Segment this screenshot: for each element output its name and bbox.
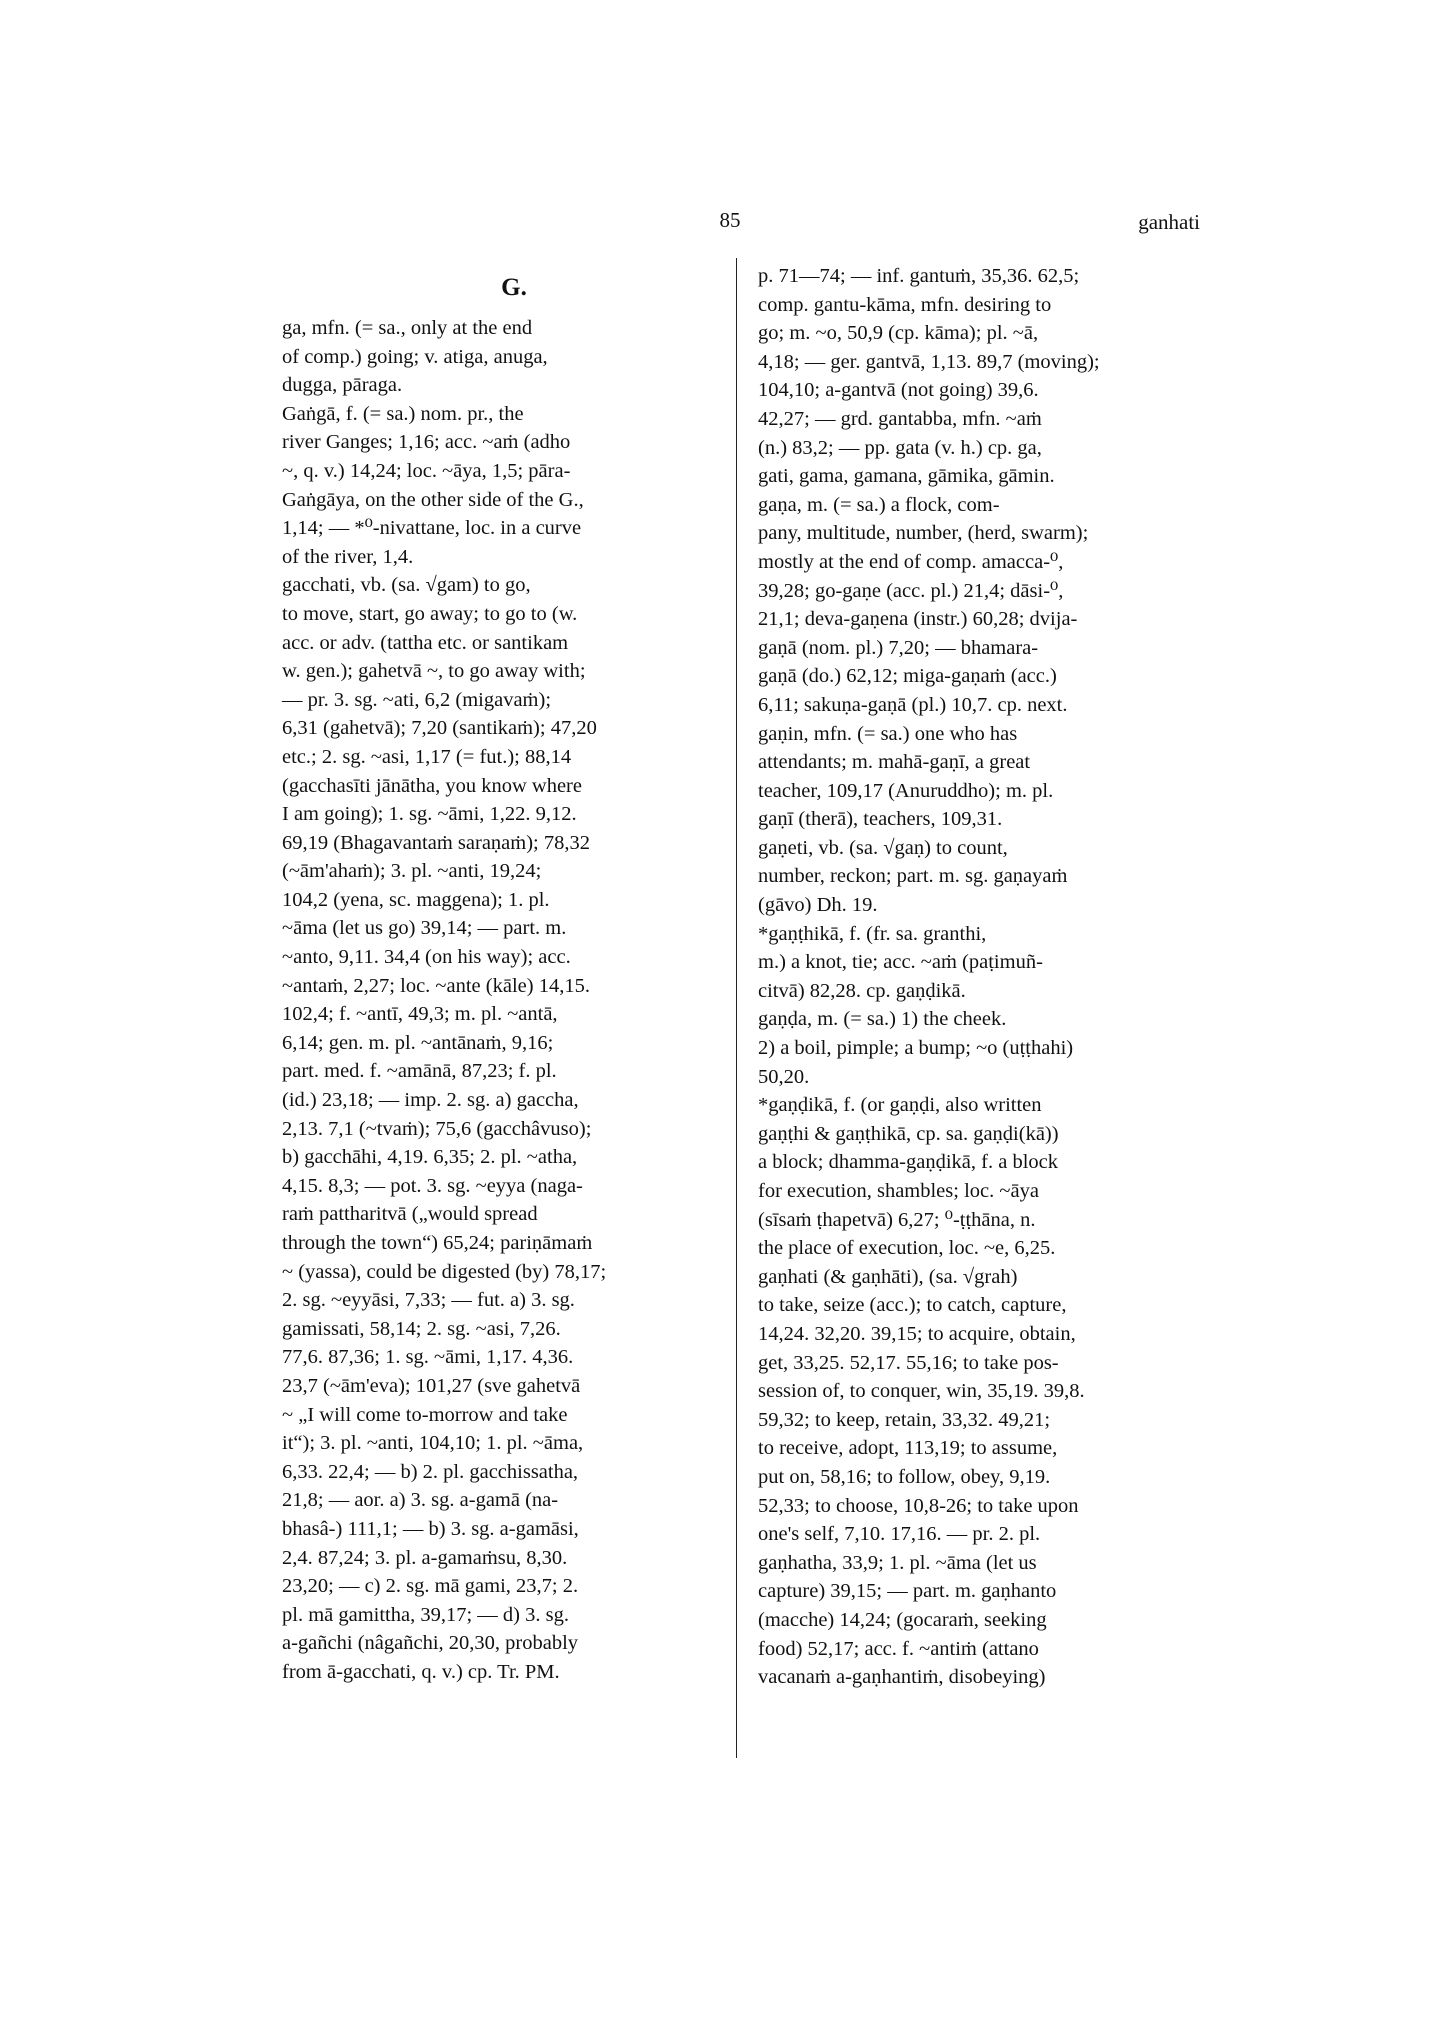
entry-line: gacchati, vb. (sa. √gam) to go, [282, 574, 531, 597]
entry-line: food) 52,17; acc. f. ~antiṁ (attano [758, 1637, 1039, 1660]
entry-line: 102,4; f. ~antī, 49,3; m. pl. ~antā, [282, 1003, 558, 1026]
entry-line: 6,33. 22,4; — b) 2. pl. gacchissatha, [282, 1460, 579, 1483]
entry-line: 6,31 (gahetvā); 7,20 (santikaṁ); 47,20 [282, 717, 597, 740]
entry-line: gaṇa, m. (= sa.) a flock, com- [758, 493, 1000, 516]
entry-line: ~āma (let us go) 39,14; — part. m. [282, 917, 567, 940]
entry-line: 39,28; go-gaṇe (acc. pl.) 21,4; dāsi-⁰, [758, 579, 1064, 602]
entry-line: 23,20; — c) 2. sg. mā gami, 23,7; 2. [282, 1575, 579, 1598]
entry-line: 2. sg. ~eyyāsi, 7,33; — fut. a) 3. sg. [282, 1289, 575, 1312]
entry-line: 4,15. 8,3; — pot. 3. sg. ~eyya (naga- [282, 1174, 583, 1197]
entry-line: pl. mā gamittha, 39,17; — d) 3. sg. [282, 1603, 569, 1626]
entry-line: gaṇḍa, m. (= sa.) 1) the cheek. [758, 1008, 1007, 1031]
page-number: 85 [719, 208, 741, 232]
entry-line: get, 33,25. 52,17. 55,16; to take pos- [758, 1351, 1059, 1374]
entry-line: m.) a knot, tie; acc. ~aṁ (paṭimuñ- [758, 951, 1043, 974]
right-column-lines [758, 262, 1222, 1692]
entry-line: gaṇā (do.) 62,12; miga-gaṇaṁ (acc.) [758, 665, 1057, 688]
entry-line: river Ganges; 1,16; acc. ~aṁ (adho [282, 431, 571, 454]
entry-line: of the river, 1,4. [282, 545, 414, 568]
entry-line: 23,7 (~ām'eva); 101,27 (sve gahetvā [282, 1374, 581, 1397]
entry-line: 21,8; — aor. a) 3. sg. a-gamā (na- [282, 1489, 559, 1512]
entry-line: it“); 3. pl. ~anti, 104,10; 1. pl. ~āma, [282, 1432, 584, 1455]
entry-line: Gaṅgā, f. (= sa.) nom. pr., the [282, 402, 524, 425]
entry-line: 2,13. 7,1 (~tvaṁ); 75,6 (gacchâvuso); [282, 1117, 592, 1140]
entry-line: (gāvo) Dh. 19. [758, 894, 878, 917]
entry-line: ga, mfn. (= sa., only at the end [282, 317, 533, 339]
entry-line: p. 71—74; — inf. gantuṁ, 35,36. 62,5; [758, 265, 1080, 287]
entry-line: gaṇī (therā), teachers, 109,31. [758, 808, 1003, 831]
entry-line: for execution, shambles; loc. ~āya [758, 1180, 1039, 1202]
entry-line: ~, q. v.) 14,24; loc. ~āya, 1,5; pāra- [282, 459, 571, 482]
entry-line: to receive, adopt, 113,19; to assume, [758, 1437, 1058, 1460]
entry-line: to take, seize (acc.); to catch, capture, [758, 1294, 1067, 1317]
entry-line: (~ām'ahaṁ); 3. pl. ~anti, 19,24; [282, 860, 542, 883]
entry-line: gaṇhati (& gaṇhāti), (sa. √grah) [758, 1265, 1018, 1288]
entry-line: (id.) 23,18; — imp. 2. sg. a) gaccha, [282, 1089, 579, 1112]
entry-line: 2) a boil, pimple; a bump; ~o (uṭṭhahi) [758, 1037, 1074, 1060]
entry-line: 59,32; to keep, retain, 33,32. 49,21; [758, 1408, 1051, 1431]
entry-line: w. gen.); gahetvā ~, to go away with; [282, 660, 586, 683]
entry-line: vacanaṁ a-gaṇhantiṁ, disobeying) [758, 1666, 1046, 1689]
entry-line: 77,6. 87,36; 1. sg. ~āmi, 1,17. 4,36. [282, 1346, 574, 1369]
entry-line: comp. gantu-kāma, mfn. desiring to [758, 293, 1052, 316]
entry-line: ~ „I will come to-morrow and take [282, 1403, 568, 1426]
entry-line: raṁ pattharitvā („would spread [282, 1203, 538, 1226]
entry-line: a-gañchi (nâgañchi, 20,30, probably [282, 1632, 579, 1655]
entry-line: session of, to conquer, win, 35,19. 39,8. [758, 1380, 1085, 1403]
entry-line: etc.; 2. sg. ~asi, 1,17 (= fut.); 88,14 [282, 745, 572, 768]
entry-line: b) gacchāhi, 4,19. 6,35; 2. pl. ~atha, [282, 1146, 578, 1169]
entry-line: capture) 39,15; — part. m. gaṇhanto [758, 1580, 1057, 1603]
entry-line: pany, multitude, number, (herd, swarm); [758, 522, 1089, 545]
entry-line: 1,14; — *⁰-nivattane, loc. in a curve [282, 517, 582, 540]
entry-line: of comp.) going; v. atiga, anuga, [282, 345, 548, 368]
entry-line: gaṇṭhi & gaṇṭhikā, cp. sa. gaṇḍi(kā)) [758, 1122, 1059, 1145]
entry-line: to move, start, go away; to go to (w. [282, 602, 578, 625]
entry-line: from ā-gacchati, q. v.) cp. Tr. PM. [282, 1660, 560, 1683]
entry-line: put on, 58,16; to follow, obey, 9,19. [758, 1465, 1051, 1488]
entry-line: go; m. ~o, 50,9 (cp. kāma); pl. ~ā, [758, 322, 1039, 345]
entry-line: through the town“) 65,24; pariṇāmaṁ [282, 1232, 593, 1254]
entry-line: I am going); 1. sg. ~āmi, 1,22. 9,12. [282, 803, 577, 826]
entry-line: gamissati, 58,14; 2. sg. ~asi, 7,26. [282, 1317, 561, 1340]
entry-line: 52,33; to choose, 10,8-26; to take upon [758, 1494, 1079, 1517]
entry-line: number, reckon; part. m. sg. gaṇayaṁ [758, 865, 1068, 888]
entry-line: (macche) 14,24; (gocaraṁ, seeking [758, 1608, 1047, 1631]
entry-line: 104,2 (yena, sc. maggena); 1. pl. [282, 888, 550, 911]
entry-line: — pr. 3. sg. ~ati, 6,2 (migavaṁ); [282, 688, 552, 711]
entry-line: a block; dhamma-gaṇḍikā, f. a block [758, 1151, 1058, 1174]
entry-line: gaṇeti, vb. (sa. √gaṇ) to count, [758, 836, 1008, 859]
entry-line: ~anto, 9,11. 34,4 (on his way); acc. [282, 946, 571, 969]
entry-line: ~ (yassa), could be digested (by) 78,17; [282, 1260, 607, 1283]
entry-line: 69,19 (Bhagavantaṁ saraṇaṁ); 78,32 [282, 831, 590, 854]
entry-line: 2,4. 87,24; 3. pl. a-gamaṁsu, 8,30. [282, 1546, 568, 1569]
left-column-lines [282, 314, 746, 1687]
entry-line: gati, gama, gamana, gāmika, gāmin. [758, 465, 1055, 488]
entry-line: 42,27; — grd. gantabba, mfn. ~aṁ [758, 407, 1042, 430]
entry-line: 50,20. [758, 1065, 810, 1088]
entry-line: Gaṅgāya, on the other side of the G., [282, 488, 584, 511]
entry-line: citvā) 82,28. cp. gaṇḍikā. [758, 979, 966, 1002]
right-column [758, 262, 1222, 1692]
entry-line: (sīsaṁ ṭhapetvā) 6,27; ⁰-ṭṭhāna, n. [758, 1208, 1036, 1231]
entry-line: 14,24. 32,20. 39,15; to acquire, obtain, [758, 1322, 1076, 1345]
entry-line: gaṇā (nom. pl.) 7,20; — bhamara- [758, 636, 1039, 659]
entry-line: (n.) 83,2; — pp. gata (v. h.) cp. ga, [758, 436, 1042, 459]
entry-line: (gacchasīti jānātha, you know where [282, 774, 582, 797]
entry-line: gaṇhatha, 33,9; 1. pl. ~āma (let us [758, 1551, 1037, 1574]
left-column [282, 262, 746, 1687]
entry-line: *gaṇṭhikā, f. (fr. sa. granthi, [758, 922, 987, 945]
entry-line: bhasâ-) 111,1; — b) 3. sg. a-gamāsi, [282, 1517, 579, 1540]
entry-line: part. med. f. ~amānā, 87,23; f. pl. [282, 1060, 557, 1083]
entry-line: gaṇin, mfn. (= sa.) one who has [758, 722, 1018, 745]
running-head: ganhati [1138, 210, 1200, 234]
section-letter: G. [501, 274, 527, 301]
entry-line: one's self, 7,10. 17,16. — pr. 2. pl. [758, 1523, 1041, 1546]
entry-line: dugga, pāraga. [282, 374, 403, 397]
entry-line: ~antaṁ, 2,27; loc. ~ante (kāle) 14,15. [282, 974, 590, 997]
entry-line: 6,14; gen. m. pl. ~antānaṁ, 9,16; [282, 1031, 554, 1054]
entry-line: 4,18; — ger. gantvā, 1,13. 89,7 (moving); [758, 350, 1100, 373]
entry-line: mostly at the end of comp. amacca-⁰, [758, 550, 1064, 573]
entry-line: acc. or adv. (tattha etc. or santikam [282, 631, 569, 654]
entry-line: 104,10; a-gantvā (not going) 39,6. [758, 379, 1039, 402]
entry-line: *gaṇḍikā, f. (or gaṇḍi, also written [758, 1094, 1042, 1117]
entry-line: 6,11; sakuṇa-gaṇā (pl.) 10,7. cp. next. [758, 693, 1068, 716]
entry-line: 21,1; deva-gaṇena (instr.) 60,28; dvija- [758, 608, 1078, 631]
entry-line: the place of execution, loc. ~e, 6,25. [758, 1237, 1056, 1260]
entry-line: teacher, 109,17 (Anuruddho); m. pl. [758, 779, 1054, 802]
entry-line: attendants; m. mahā-gaṇī, a great [758, 751, 1031, 774]
